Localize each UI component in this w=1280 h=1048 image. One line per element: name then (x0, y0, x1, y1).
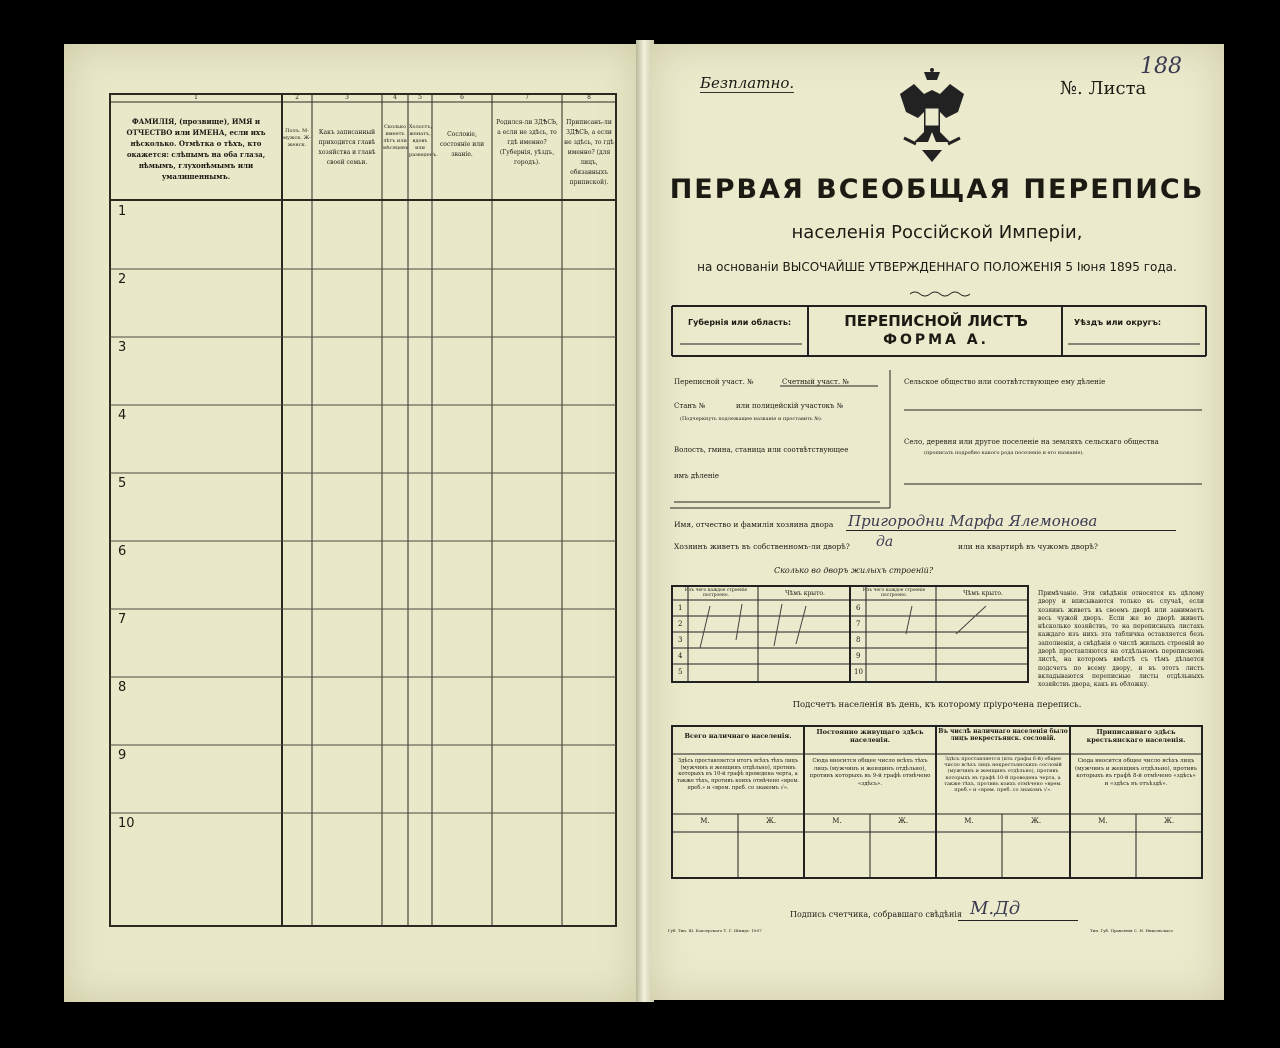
signature-underline (958, 920, 1078, 921)
count-col-head-3: Въ числѣ наличнаго населенія было лицъ некрестьянск. сословій. (938, 728, 1068, 742)
subtitle: населенія Россійской Имперіи, (791, 222, 1083, 243)
left-grid (64, 44, 638, 1002)
row-number: 8 (118, 680, 127, 695)
col-header-4: Сколько имеетъ лѣтъ или мѣсяцевъ (383, 124, 409, 151)
owner-value: Пригородни Марфа Ялемонова (848, 512, 1098, 530)
form-subtitle: ФОРМА А. (883, 332, 989, 348)
header-box-lines (650, 300, 1224, 360)
col-header-7: Родился-ли ЗДѢСЬ, а если не здѣсь, то гдѣ именно? (Губернія, уѣздъ, городъ). (496, 119, 558, 166)
form-title: ПЕРЕПИСНОЙ ЛИСТЪ (844, 312, 1028, 330)
stan-note: (Подчеркнуть подлежащее названіе и проставить №). (680, 416, 823, 422)
uezd-label: Уѣздъ или округъ: (1074, 318, 1162, 327)
col-num-4: 4 (393, 94, 397, 101)
col-header-1: ФАМИЛІЯ, (прозвище), ИМЯ и ОТЧЕСТВО или ИМЕНА, если ихъ нѣсколько. Отмѣтка о тѣхъ, кто окажется: слѣпымъ на оба глаза, нѣмымъ, глухонѣмымъ или умалишеннымъ. (126, 117, 266, 181)
male-label: М. (700, 817, 710, 825)
bld-num: 5 (678, 668, 683, 676)
bld-num: 4 (678, 652, 683, 660)
stan-label: Станъ № (674, 402, 706, 410)
count-desc-4: Сюда вносится общее число всѣхъ лицъ (мужчинъ и женщинъ отдѣльно), противъ которыхъ въ графѣ 8-й отмѣчено «здѣсь» и «здѣсь въ отъѣздѣ». (1075, 758, 1197, 787)
ornament-divider (910, 290, 970, 298)
bld-head-roof: Чѣмъ крыто. (785, 590, 825, 597)
signature-value: М.Дд (970, 898, 1021, 919)
owner-underline (846, 530, 1176, 531)
bld-num: 6 (856, 604, 861, 612)
row-number: 9 (118, 748, 127, 763)
page-title: ПЕРВАЯ ВСЕОБЩАЯ ПЕРЕПИСЬ (669, 174, 1205, 205)
double-eagle-emblem (894, 68, 970, 164)
left-page (64, 44, 638, 1002)
row-number: 6 (118, 544, 127, 559)
police-label: или полицейскій участокъ № (736, 402, 844, 410)
count-col-head-4: Приписаннаго здѣсь крестьянскаго населенія. (1086, 728, 1186, 744)
col-header-8: Приписанъ-ли ЗДѢСЬ, а если не здѣсь, то гдѣ именно? (для лицъ, обязанныхъ припиской). (564, 119, 614, 186)
male-label: М. (832, 817, 842, 825)
male-label: М. (964, 817, 974, 825)
count-desc-3: Здѣсь проставляется (изъ графы 6-й) общее число всѣхъ лицъ некрестьянскихъ сословій (мужчинъ и женщинъ отдѣльно), противъ которыхъ въ графѣ 10-й проведена черта, а также тѣхъ, противъ коихъ отмѣчено «врем. преб.» и «врем. преб. со знакомъ √». (944, 756, 1062, 794)
bld-num: 2 (678, 620, 683, 628)
count-col-head-2: Постоянно живущаго здѣсь населенія. (816, 728, 924, 744)
col-num-2: 2 (295, 94, 299, 101)
right-page (650, 44, 1224, 1000)
count-desc-1: Здѣсь проставляется итогъ всѣхъ тѣхъ лицъ (мужчинъ и женщинъ отдѣльно), противъ которыхъ въ 10-й графѣ проведена черта, а также тѣхъ, противъ коихъ отмѣчено «врем. преб.» и «врем. преб. со знакомъ √». (676, 758, 800, 791)
printer-imprint-right: Тип. Губ. Правленія С. Н. Никольскаго (1090, 928, 1173, 933)
col-header-3: Какъ записанный приходится главѣ хозяйства и главѣ своей семьи. (318, 129, 376, 166)
printer-imprint-left: Губ. Тип. Ш. Боксерскаго Т. Г. Шмидт. 1897 (668, 928, 762, 933)
row-number: 7 (118, 612, 127, 627)
row-number: 5 (118, 476, 127, 491)
selo-label: Село, деревня или другое поселеніе на земляхъ сельскаго общества (904, 438, 1159, 446)
sheet-number-value: 188 (1140, 54, 1182, 79)
bld-head-material: Изъ чего каждое строеніе построено. (684, 588, 748, 598)
row-number: 1 (118, 204, 127, 219)
col-header-2: Полъ. М-мужск. Ж-женск. (283, 128, 311, 148)
row-number: 4 (118, 408, 127, 423)
owner-label: Имя, отчество и фамилія хозяина двора (674, 520, 834, 529)
bld-head-material-2: Изъ чего каждое строеніе построено. (862, 588, 926, 598)
col-header-6: Сословіе, состояніе или званіе. (439, 131, 485, 158)
row-number: 3 (118, 340, 127, 355)
buildings-count-label: Сколько во дворъ жилыхъ строеній? (774, 566, 934, 575)
col-num-6: 6 (460, 94, 464, 101)
row-number: 10 (118, 816, 135, 831)
col-num-5: 5 (418, 94, 422, 101)
female-label: Ж. (1030, 817, 1042, 825)
male-label: М. (1098, 817, 1108, 825)
col-header-5: Холостъ, женатъ, вдовъ или разведенъ. (409, 124, 438, 158)
bld-num: 9 (856, 652, 861, 660)
basis-line: на основаніи ВЫСОЧАЙШЕ УТВЕРЖДЕННАГО ПОЛОЖЕНІЯ 5 Іюня 1895 года. (697, 260, 1177, 274)
lives-own-value: да (876, 534, 894, 550)
bld-num: 7 (856, 620, 861, 628)
lives-rent-label: или на квартирѣ въ чужомъ дворѣ? (958, 542, 1098, 551)
selo-note: (прописать подробно какого рода поселеніе и его названіе). (924, 450, 1084, 456)
female-label: Ж. (765, 817, 777, 825)
gubernia-label: Губернія или область: (688, 318, 792, 327)
count-title: Подсчетъ населенія въ день, къ которому пріурочена перепись. (792, 700, 1082, 710)
col-num-3: 3 (345, 94, 349, 101)
female-label: Ж. (1163, 817, 1175, 825)
schet-uchastok-label: Счетный участ. № (782, 378, 849, 386)
sheet-number-label: №. Листа (1060, 78, 1147, 99)
count-col-head-1: Всего наличнаго населенія. (684, 732, 792, 740)
volost-label: Волость, гмина, станица или соотвѣтствующее (674, 446, 849, 454)
col-num-8: 8 (587, 94, 591, 101)
row-number: 2 (118, 272, 127, 287)
volost-label-cont: имъ дѣленіе (674, 472, 719, 480)
bld-head-roof-2: Чѣмъ крыто. (963, 590, 1003, 597)
count-desc-2: Сюда вносится общее число всѣхъ тѣхъ лицъ (мужчинъ и женщинъ отдѣльно), противъ которыхъ въ 9-й графѣ отмѣчено «здѣсь». (809, 758, 931, 787)
note-text: Примѣчаніе. Эти свѣдѣнія относятся къ цѣлому двору и вписываются только въ случаѣ, если хозяинъ живетъ въ своемъ дворѣ или занимаетъ весь чужой дворъ. Если же во дворѣ живетъ нѣсколько хозяйствъ, то на переписныхъ листахъ каждаго изъ нихъ эта табличка оставляется безъ заполненія, а свѣдѣнія о числѣ жилыхъ строеній во дворѣ проставляются на отдѣльномъ переписномъ листѣ, на которомъ вмѣстѣ съ тѣмъ дѣлается подсчетъ по всему двору, и въ этотъ листъ вкладываются переписные листы отдѣльныхъ хозяйствъ двора, какъ въ обложку. (1038, 590, 1204, 689)
count-table (650, 722, 1224, 884)
bld-num: 3 (678, 636, 683, 644)
signature-label: Подпись счетчика, собравшаго свѣдѣнія (790, 910, 962, 919)
female-label: Ж. (897, 817, 909, 825)
selsk-obshchestvo-label: Сельское общество или соотвѣтствующее ему дѣленіе (904, 378, 1106, 386)
bld-num: 8 (856, 636, 861, 644)
free-label: Безплатно. (700, 74, 795, 92)
lives-own-label: Хозяинъ живетъ въ собственномъ-ли дворѣ? (674, 542, 850, 551)
perep-uchastok-label: Переписной участ. № (674, 378, 754, 386)
col-num-1: 1 (194, 94, 198, 101)
bld-num: 10 (854, 668, 863, 676)
bld-num: 1 (678, 604, 683, 612)
col-num-7: 7 (525, 94, 529, 101)
